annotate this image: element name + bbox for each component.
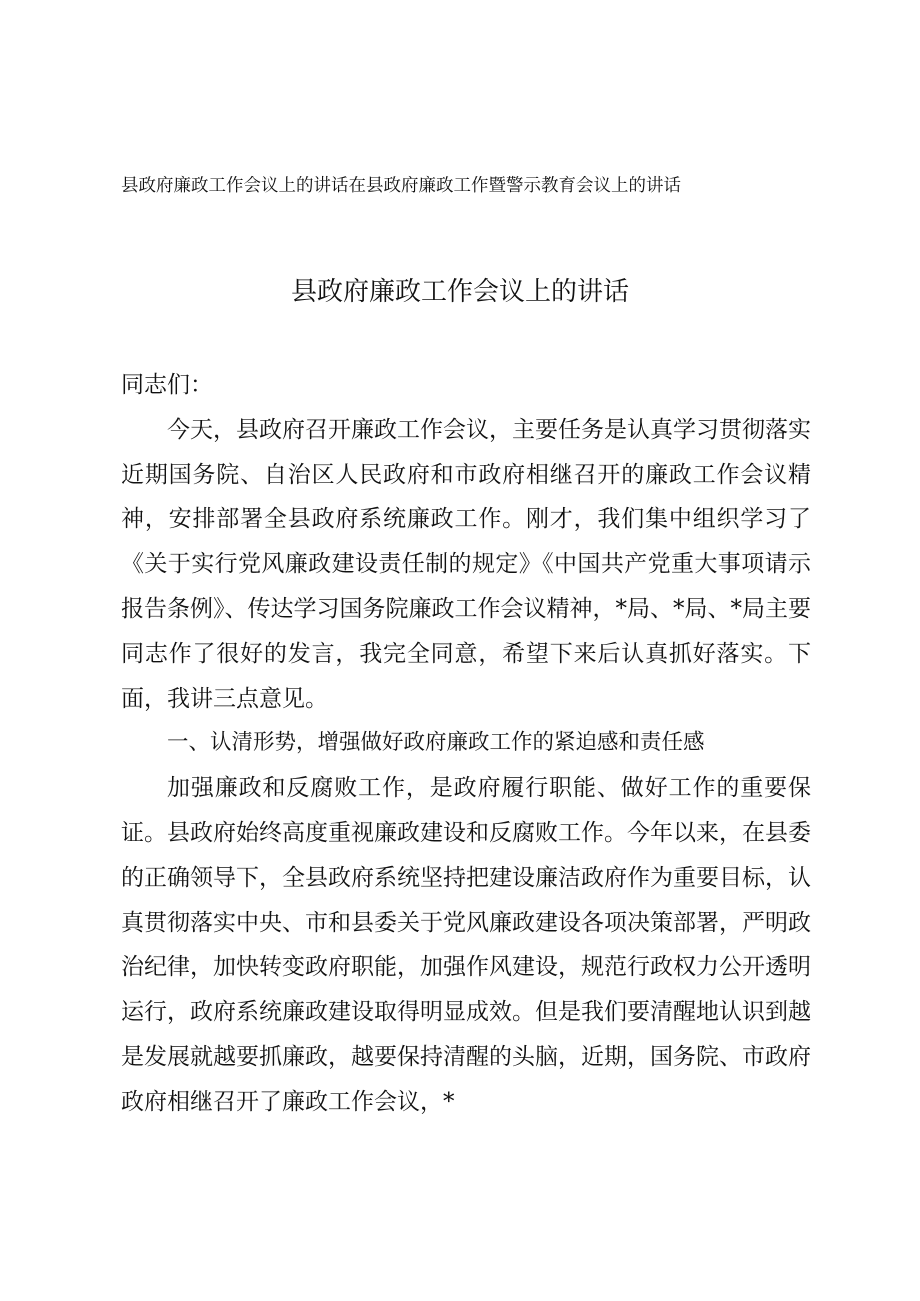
- document-title: 县政府廉政工作会议上的讲话: [290, 277, 629, 307]
- salutation: 同志们：: [121, 372, 213, 398]
- section-heading-1: 一、认清形势，增强做好政府廉政工作的紧迫感和责任感: [167, 730, 705, 756]
- paragraph-section-1: 加强廉政和反腐败工作，是政府履行职能、做好工作的重要保证。县政府始终高度重视廉政建设和反腐败工作。今年以来，在县委的正确领导下，全县政府系统坚持把建设廉洁政府作为重要目标，认真贯彻落实中央、市和县委关于党风廉政建设各项决策部署，严明政治纪律，加快转变政府职能，加强作风建设，规范行政权力公开透明运行，政府系统廉政建设取得明显成效。但是我们要清醒地认识到越是发展就越要抓廉政，越要保持清醒的头脑，近期，国务院、市政府政府相继召开了廉政工作会议，*: [121, 775, 811, 1115]
- document-body: [121, 363, 811, 1125]
- paragraph-opening: 今天，县政府召开廉政工作会议，主要任务是认真学习贯彻落实近期国务院、自治区人民政府和市政府相继召开的廉政工作会议精神，安排部署全县政府系统廉政工作。刚才，我们集中组织学习了《关于实行党风廉政建设责任制的规定》《中国共产党重大事项请示报告条例》、传达学习国务院廉政工作会议精神，*局、*局、*局主要同志作了很好的发言，我完全同意，希望下来后认真抓好落实。下面，我讲三点意见。: [121, 416, 811, 712]
- document-header-line: 县政府廉政工作会议上的讲话在县政府廉政工作暨警示教育会议上的讲话: [121, 176, 681, 196]
